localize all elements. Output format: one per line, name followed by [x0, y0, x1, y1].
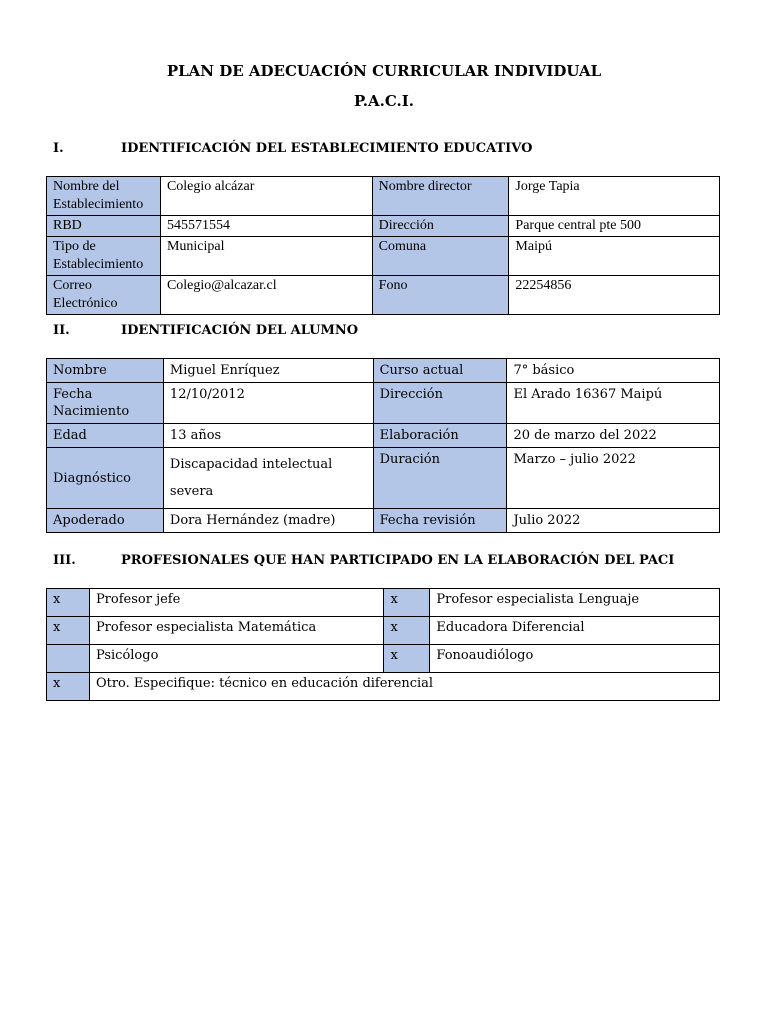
table-row [47, 645, 720, 673]
section-1-heading [53, 141, 532, 156]
value-cell: Jorge Tapia [509, 177, 720, 216]
label-cell: Tipo de Establecimiento [47, 237, 161, 276]
label-cell: Dirección [373, 383, 507, 424]
value-cell: Julio 2022 [507, 509, 720, 533]
document-title: PLAN DE ADECUACIÓN CURRICULAR INDIVIDUAL [166, 62, 602, 80]
label-cell: Dirección [372, 216, 509, 237]
table-row [47, 673, 720, 701]
value-cell: Maipú [509, 237, 720, 276]
value-cell: Marzo – julio 2022 [507, 448, 720, 509]
check-mark: x [47, 617, 90, 645]
document-subtitle: P.A.C.I. [353, 92, 414, 110]
label-cell: Fecha revisión [373, 509, 507, 533]
value-cell: 22254856 [509, 276, 720, 315]
section-title: IDENTIFICACIÓN DEL ESTABLECIMIENTO EDUCATIVO [121, 141, 533, 156]
section-number: I. [53, 141, 64, 156]
table-row [47, 216, 720, 237]
value-cell: 545571554 [160, 216, 372, 237]
value-cell: 20 de marzo del 2022 [507, 424, 720, 448]
professional-label: Profesor jefe [89, 589, 384, 617]
label-cell: Curso actual [373, 359, 507, 383]
value-cell: El Arado 16367 Maipú [507, 383, 720, 424]
value-cell: Colegio@alcazar.cl [160, 276, 372, 315]
section-title: PROFESIONALES QUE HAN PARTICIPADO EN LA ELABORACIÓN DEL PACI [121, 553, 675, 568]
professional-label: Profesor especialista Matemática [89, 617, 384, 645]
value-cell: Dora Hernández (madre) [163, 509, 373, 533]
label-cell: Diagnóstico [47, 448, 164, 509]
professional-label: Profesor especialista Lenguaje [430, 589, 720, 617]
professional-label: Educadora Diferencial [430, 617, 720, 645]
table-row [47, 359, 720, 383]
section-title: IDENTIFICACIÓN DEL ALUMNO [121, 323, 359, 338]
value-cell: 12/10/2012 [163, 383, 373, 424]
label-cell: Comuna [372, 237, 509, 276]
other-professional-label: Otro. Especifique: técnico en educación diferencial [89, 673, 719, 701]
table-row [47, 276, 720, 315]
label-cell: Nombre director [372, 177, 509, 216]
table-row [47, 617, 720, 645]
value-cell: Colegio alcázar [160, 177, 372, 216]
professionals-table [46, 588, 720, 701]
section-3-heading [53, 553, 674, 568]
label-cell: Edad [47, 424, 164, 448]
table-row [47, 237, 720, 276]
table-row [47, 509, 720, 533]
label-cell: Elaboración [373, 424, 507, 448]
value-cell: Municipal [160, 237, 372, 276]
label-cell: Fecha Nacimiento [47, 383, 164, 424]
check-mark: x [384, 645, 430, 673]
check-mark: x [384, 589, 430, 617]
label-cell: Nombre [47, 359, 164, 383]
label-cell: Fono [372, 276, 509, 315]
value-cell: Parque central pte 500 [509, 216, 720, 237]
label-cell: Apoderado [47, 509, 164, 533]
label-cell: Duración [373, 448, 507, 509]
value-cell: 7° básico [507, 359, 720, 383]
table-row [47, 383, 720, 424]
section-number: III. [53, 553, 76, 568]
section-number: II. [53, 323, 70, 338]
professional-label: Psicólogo [89, 645, 384, 673]
check-mark: x [384, 617, 430, 645]
check-mark: x [47, 673, 90, 701]
table-row [47, 177, 720, 216]
label-cell: Nombre del Establecimiento [47, 177, 161, 216]
table-row [47, 424, 720, 448]
student-table [46, 358, 720, 533]
value-cell: Miguel Enríquez [163, 359, 373, 383]
professional-label: Fonoaudiólogo [430, 645, 720, 673]
table-row [47, 589, 720, 617]
section-2-heading [53, 323, 358, 338]
label-cell: RBD [47, 216, 161, 237]
value-cell: Discapacidad intelectual severa [163, 448, 373, 509]
table-row [47, 448, 720, 509]
label-cell: Correo Electrónico [47, 276, 161, 315]
school-table [46, 176, 720, 315]
value-cell: 13 años [163, 424, 373, 448]
check-mark [47, 645, 90, 673]
check-mark: x [47, 589, 90, 617]
